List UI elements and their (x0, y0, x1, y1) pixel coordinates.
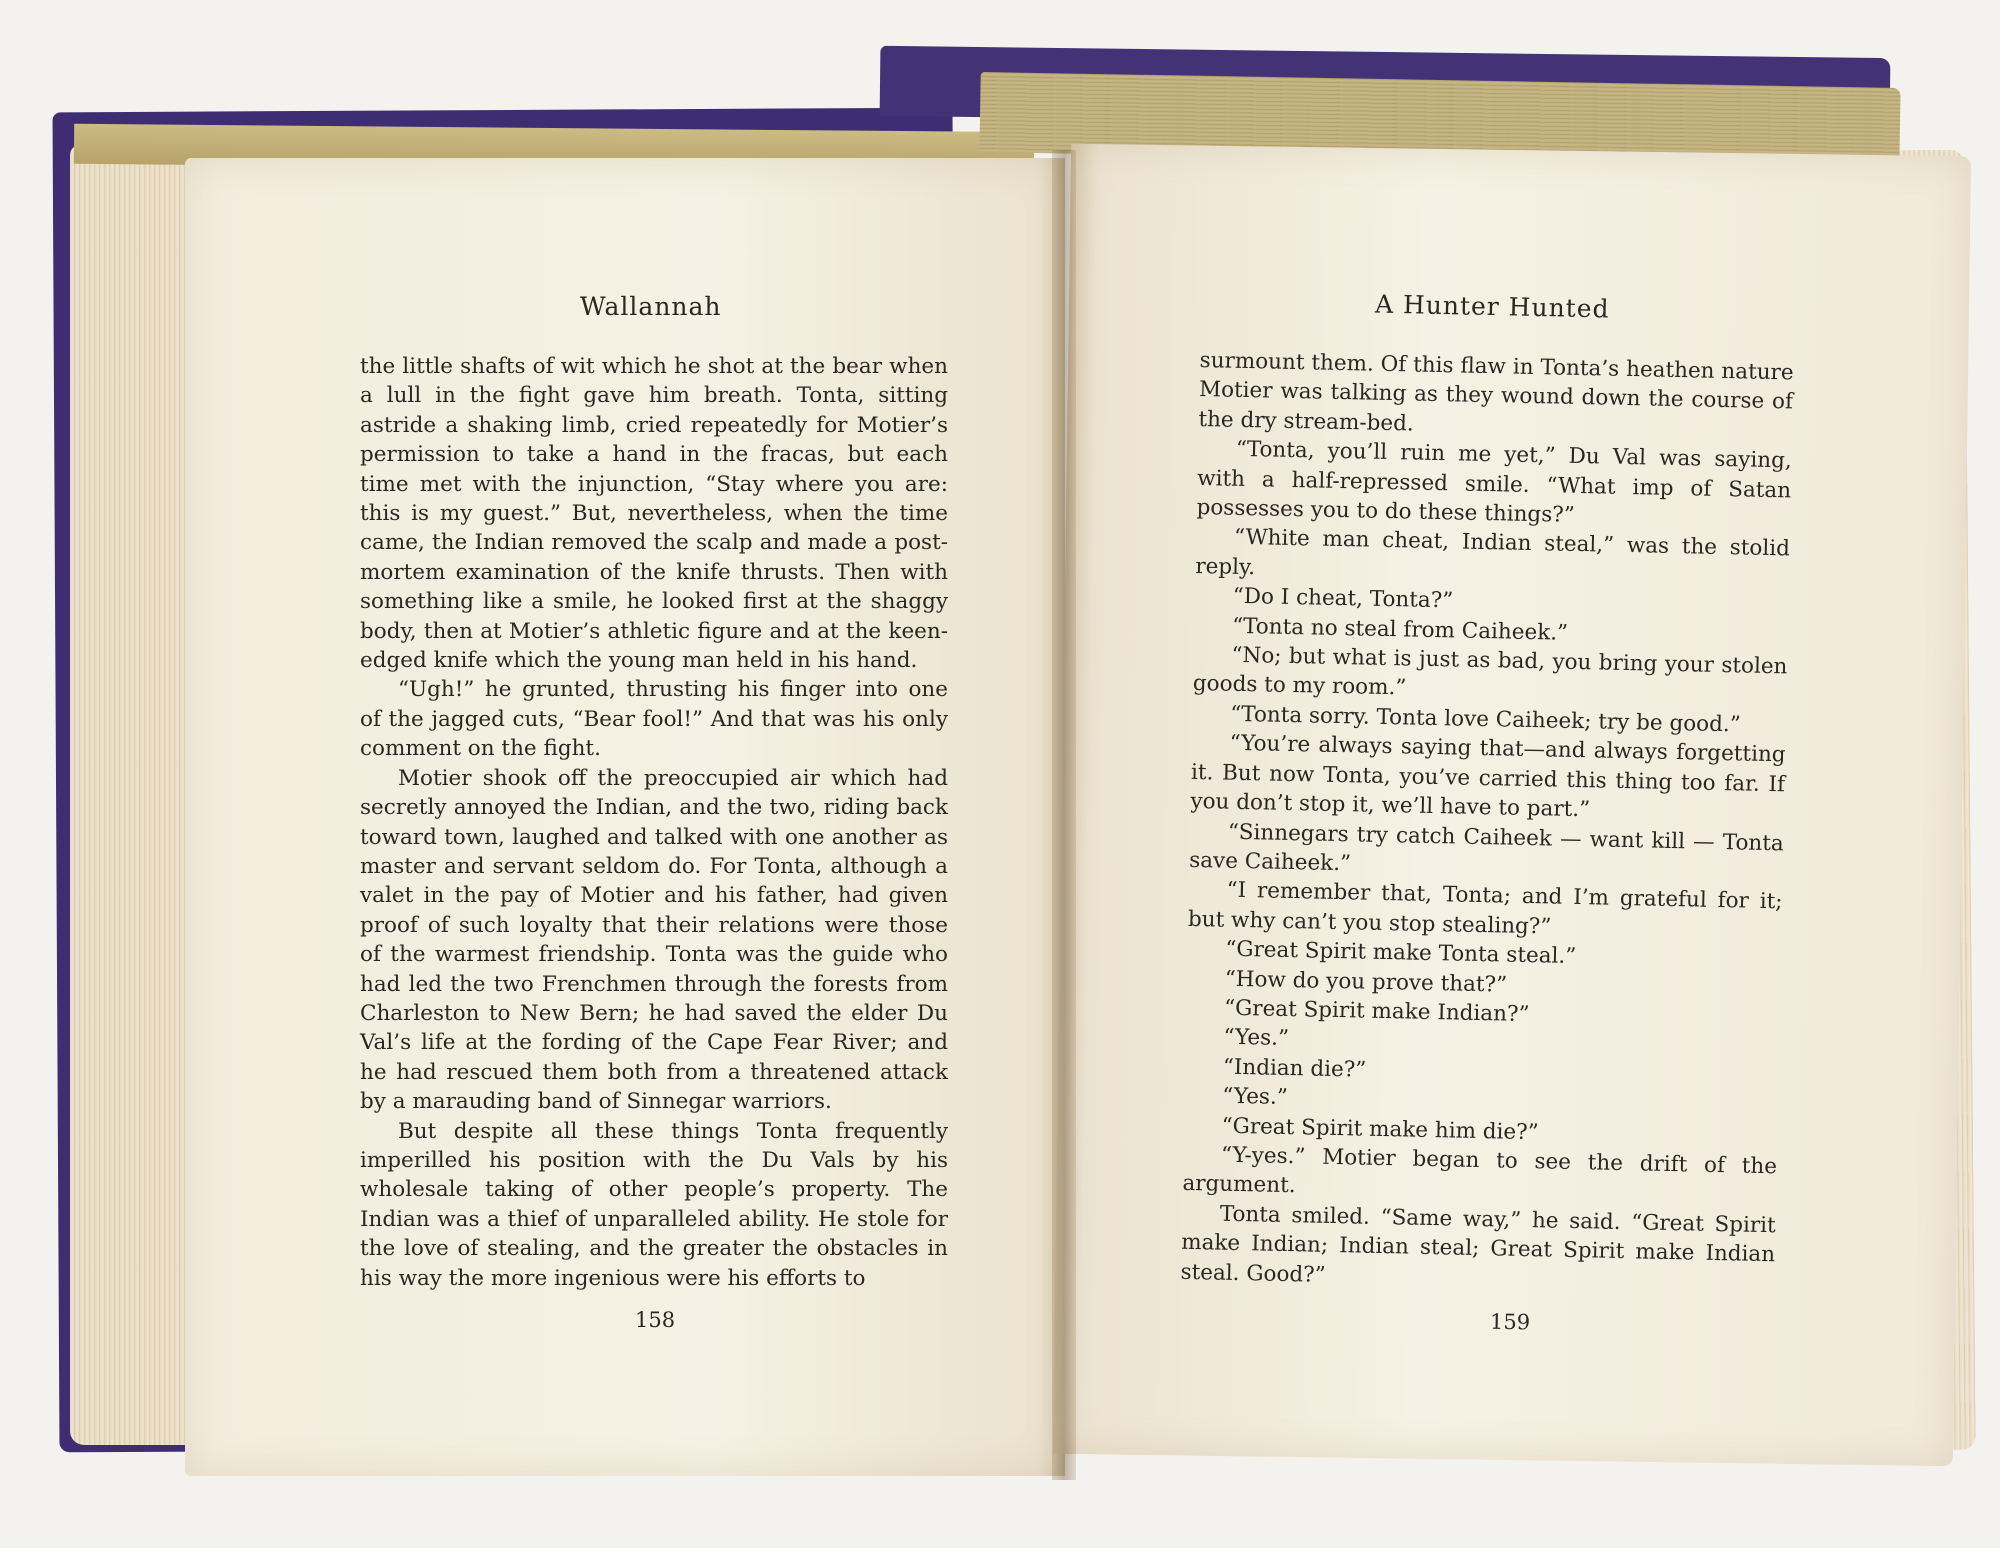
paragraph: But despite all these things Tonta frequently imperilled his position with the Du Vals by his wholesale taking of other people’s property. The Indian was a thief of unparalleled ability. He stole for the love of stealing, and the greater the obstacles in his way the more ingenious were his efforts to (360, 1118, 948, 1291)
right-page-text (1180, 346, 1794, 1299)
paragraph: “Yes.” (1222, 1083, 1289, 1111)
paragraph: “White man cheat, Indian steal,” was the stolid reply. (1195, 525, 1791, 581)
paragraph: surmount them. Of this flaw in Tonta’s heathen nature Motier was talking as they wound down the course of the dry stream-bed. (1198, 347, 1794, 437)
paragraph: “Ugh!” he grunted, thrusting his finger into one of the jagged cuts, “Bear fool!” And that was his only comment on the fight. (360, 677, 948, 762)
paragraph: Motier shook off the preoccupied air which had secretly annoyed the Indian, and the two, riding back toward town, laughed and talked with one another as master and servant seldom do. For Tonta, although a valet in the pay of Motier and his father, had given proof of such loyalty that their relations were those of the warmest friendship. Tonta was the guide who had led the two Frenchmen through the forests from Charleston to New Bern; he had saved the elder Du Val’s life at the fording of the Cape Fear River; and he had rescued them both from a threatened attack by a marauding band of Sinnegar warriors. (360, 765, 948, 1115)
page-number-left: 158 (635, 1308, 676, 1332)
paragraph: “Do I cheat, Tonta?” (1232, 583, 1454, 614)
paragraph: the little shafts of wit which he shot at the bear when a lull in the fight gave him breath. Tonta, sitting astride a shaking limb, cried repeatedly for Motier’s permission to take a hand in the fracas, but each time met with the injunction, “Stay where you are: this is my guest.” But, nevertheless, when the time came, the Indian removed the scalp and made a post-mortem examination of the knife thrusts. Then with something like a smile, he looked first at the shaggy body, then at Motier’s athletic figure and at the keen-edged knife which the young man held in his hand. (360, 354, 948, 674)
paragraph: “Great Spirit make Indian?” (1223, 995, 1530, 1027)
page-number-right: 159 (1489, 1309, 1531, 1335)
left-page-text (360, 352, 948, 1293)
book-gutter (1052, 150, 1076, 1480)
paragraph: Tonta smiled. “Same way,” he said. “Great Spirit make Indian; Indian steal; Great Spirit make Indian steal. Good?” (1180, 1201, 1776, 1288)
paragraph: “Yes.” (1223, 1024, 1290, 1052)
running-head-right: A Hunter Hunted (1374, 289, 1610, 324)
paragraph: “Tonta no steal from Caiheek.” (1231, 613, 1569, 646)
paragraph: “Great Spirit make Tonta steal.” (1225, 936, 1577, 970)
paragraph: “How do you prove that?” (1224, 966, 1508, 998)
paragraph: “Tonta sorry. Tonta love Caiheek; try be good.” (1230, 701, 1741, 738)
paragraph: “You’re always saying that—and always forgetting it. But now Tonta, you’ve carried this thing too far. If you don’t stop it, we’ll have to part.” (1190, 730, 1786, 823)
paragraph: “Y-yes.” Motier began to see the drift of the argument. (1182, 1142, 1778, 1199)
paragraph: “No; but what is just as bad, you bring your stolen goods to my room.” (1192, 642, 1788, 701)
paragraph: “Great Spirit make him die?” (1221, 1113, 1539, 1145)
paragraph: “Tonta, you’ll ruin me yet,” Du Val was saying, with a half-repressed smile. “What imp of Satan possesses you to do these things?” (1196, 436, 1792, 528)
running-head-left: Wallannah (580, 292, 722, 321)
paragraph: “I remember that, Tonta; and I’m grateful for it; but why can’t you stop stealing?” (1187, 877, 1783, 940)
paragraph: “Indian die?” (1222, 1054, 1367, 1083)
paragraph: “Sinnegars try catch Caiheek — want kill — Tonta save Caiheek.” (1188, 819, 1784, 877)
